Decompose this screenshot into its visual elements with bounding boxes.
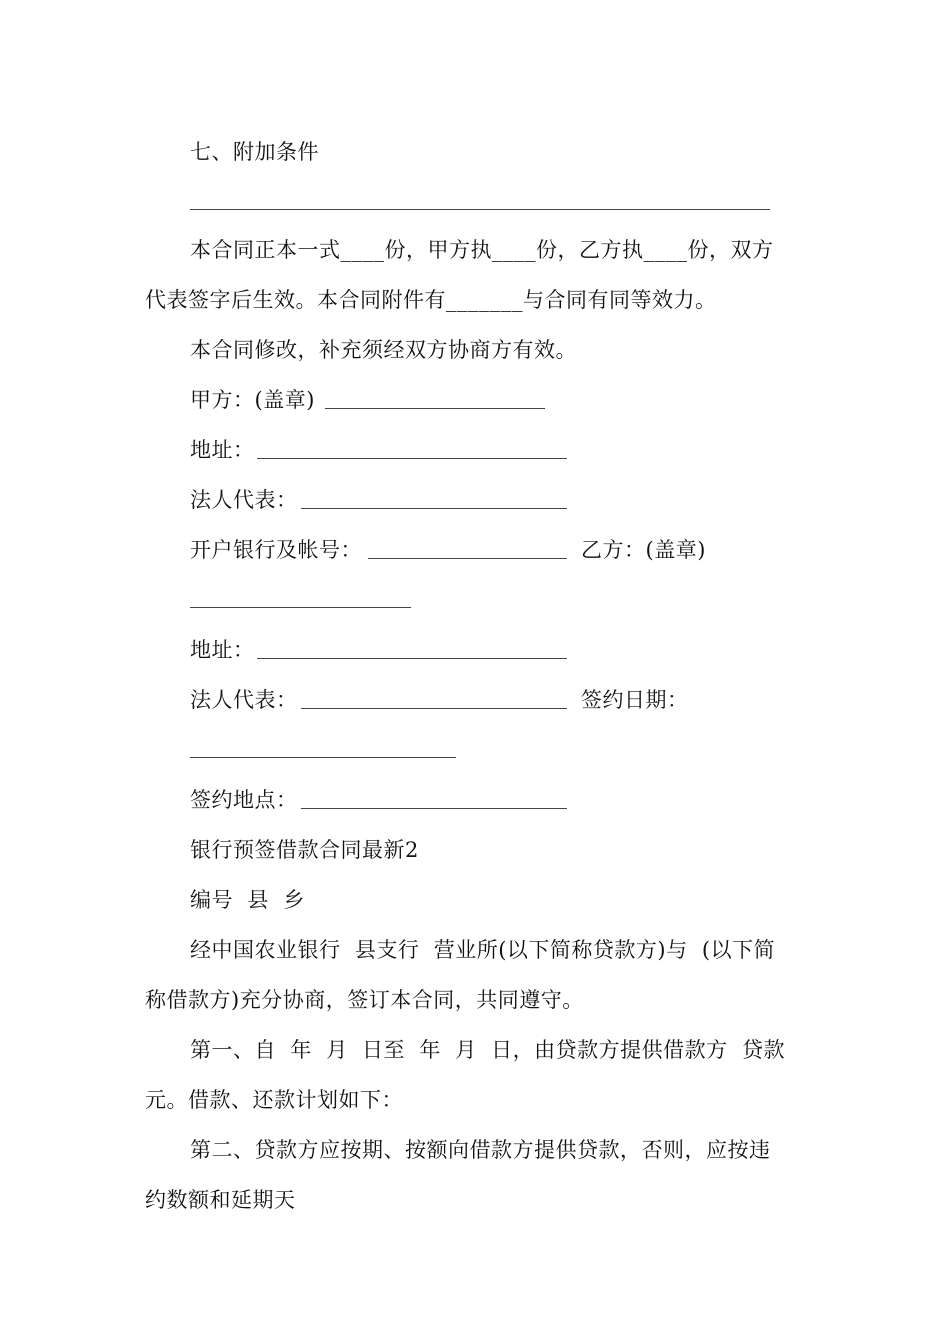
address-label-1: 地址： — [190, 438, 255, 462]
section-rule — [190, 209, 770, 210]
paragraph-parties-line2: 称借款方)充分协商，签订本合同，共同遵守。 — [145, 988, 584, 1012]
paragraph-copies-line1: 本合同正本一式____份，甲方执____份，乙方执____份，双方 — [190, 238, 774, 262]
sign-place-blank — [301, 808, 567, 809]
sign-date-blank — [190, 757, 456, 758]
address-label-2: 地址： — [190, 638, 255, 662]
legal-rep-blank-2 — [301, 708, 567, 709]
clause-two-line1: 第二、贷款方应按期、按额向借款方提供贷款，否则，应按违 — [190, 1138, 771, 1162]
party-b-blank — [190, 607, 411, 608]
party-b-label: 乙方：(盖章) — [581, 538, 706, 562]
party-a-label: 甲方：(盖章) — [190, 388, 315, 412]
legal-rep-blank-1 — [301, 508, 567, 509]
bank-account-label: 开户银行及帐号： — [190, 538, 362, 562]
paragraph-amendment: 本合同修改，补充须经双方协商方有效。 — [190, 338, 577, 362]
clause-one-line2: 元。借款、还款计划如下： — [145, 1088, 403, 1112]
clause-one-line1: 第一、自 年 月 日至 年 月 日，由贷款方提供借款方 贷款 — [190, 1038, 785, 1062]
sign-place-label: 签约地点： — [190, 788, 298, 812]
party-a-blank — [325, 408, 545, 409]
section-heading: 七、附加条件 — [190, 140, 319, 164]
legal-rep-label-1: 法人代表： — [190, 488, 298, 512]
legal-rep-label-2: 法人代表： — [190, 688, 298, 712]
paragraph-copies-line2: 代表签字后生效。本合同附件有_______与合同有同等效力。 — [145, 288, 717, 312]
clause-two-line2: 约数额和延期天 — [145, 1188, 296, 1212]
address-blank-2 — [257, 658, 567, 659]
bank-account-blank — [368, 558, 567, 559]
paragraph-parties-line1: 经中国农业银行 县支行 营业所(以下简称贷款方)与 (以下简 — [190, 938, 776, 962]
address-blank-1 — [257, 458, 567, 459]
serial-line: 编号 县 乡 — [190, 888, 305, 912]
contract-title-2: 银行预签借款合同最新2 — [190, 838, 419, 862]
sign-date-label: 签约日期： — [581, 688, 689, 712]
